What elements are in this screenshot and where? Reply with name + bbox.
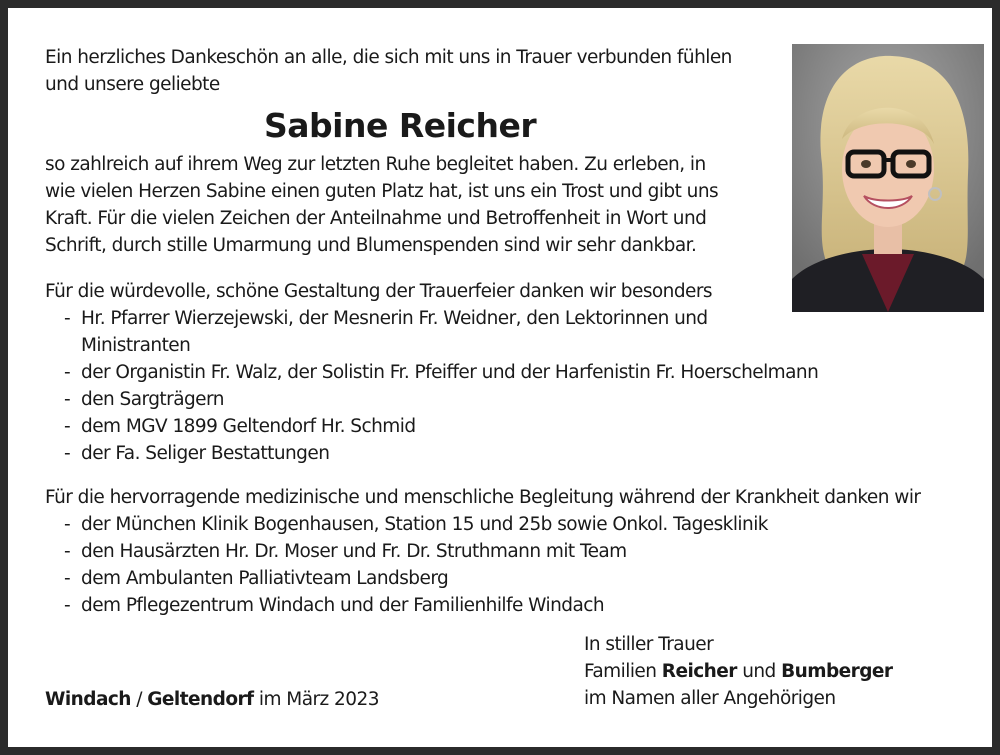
list-item: - der München Klinik Bogenhausen, Station 15 und 25b sowie Onkol. Tagesklinik: [45, 511, 920, 538]
dash-bullet: -: [64, 389, 71, 410]
portrait-photo: [792, 44, 984, 312]
place-windach: Windach: [45, 689, 131, 710]
dash-bullet: -: [64, 595, 71, 616]
dash-bullet: -: [64, 362, 71, 383]
medical-thanks-section: [45, 484, 920, 619]
relatives-line: im Namen aller Angehörigen: [584, 688, 836, 709]
dash-bullet: -: [64, 443, 71, 464]
funeral-thanks-list: [45, 305, 818, 467]
list-item: - dem Ambulanten Palliativteam Landsberg: [45, 565, 920, 592]
list-item: - dem Pflegezentrum Windach und der Familienhilfe Windach: [45, 592, 920, 619]
list-item: - den Hausärzten Hr. Dr. Moser und Fr. Dr. Struthmann mit Team: [45, 538, 920, 565]
list-item: - dem MGV 1899 Geltendorf Hr. Schmid: [45, 413, 818, 440]
list-item: - Hr. Pfarrer Wierzejewski, der Mesnerin Fr. Weidner, den Lektorinnen und: [45, 305, 818, 332]
deceased-name: Sabine Reicher: [264, 106, 537, 145]
paragraph-line: Schrift, durch stille Umarmung und Blumenspenden sind wir sehr dankbar.: [45, 235, 697, 256]
family-name-bumberger: Bumberger: [781, 661, 893, 682]
intro-line-1: Ein herzliches Dankeschön an alle, die sich mit uns in Trauer verbunden fühlen: [45, 47, 732, 68]
paragraph-line: so zahlreich auf ihrem Weg zur letzten Ruhe begleitet haben. Zu erleben, in: [45, 154, 706, 175]
dash-bullet: -: [64, 568, 71, 589]
medical-thanks-heading: Für die hervorragende medizinische und menschliche Begleitung während der Krankheit danken wir: [45, 487, 921, 508]
dash-bullet: -: [64, 416, 71, 437]
portrait-illustration: [792, 44, 984, 312]
funeral-thanks-heading: Für die würdevolle, schöne Gestaltung der Trauerfeier danken wir besonders: [45, 281, 713, 302]
place-date-line: Windach / Geltendorf im März 2023: [45, 689, 379, 710]
medical-thanks-list: [45, 511, 920, 619]
list-item: - den Sargträgern: [45, 386, 818, 413]
funeral-thanks-section: [45, 278, 818, 467]
mourning-line: In stiller Trauer: [584, 634, 714, 655]
signature-block: [584, 631, 893, 712]
list-item-continuation: Ministranten: [81, 335, 191, 356]
paragraph-line: wie vielen Herzen Sabine einen guten Platz hat, ist uns ein Trost und gibt uns: [45, 181, 719, 202]
families-line: Familien Reicher und Bumberger: [584, 661, 893, 682]
family-name-reicher: Reicher: [661, 661, 737, 682]
paragraph-line: Kraft. Für die vielen Zeichen der Anteilnahme und Betroffenheit in Wort und: [45, 208, 707, 229]
date-text: im März 2023: [253, 689, 379, 710]
dash-bullet: -: [64, 514, 71, 535]
intro-line-2: und unsere geliebte: [45, 74, 220, 95]
intro-text: [45, 44, 732, 98]
dash-bullet: -: [64, 541, 71, 562]
dash-bullet: -: [64, 308, 71, 329]
gratitude-paragraph: [45, 151, 718, 259]
list-item: - der Fa. Seliger Bestattungen: [45, 440, 818, 467]
place-geltendorf: Geltendorf: [147, 689, 254, 710]
list-item: - der Organistin Fr. Walz, der Solistin Fr. Pfeiffer und der Harfenistin Fr. Hoerschelmann: [45, 359, 818, 386]
